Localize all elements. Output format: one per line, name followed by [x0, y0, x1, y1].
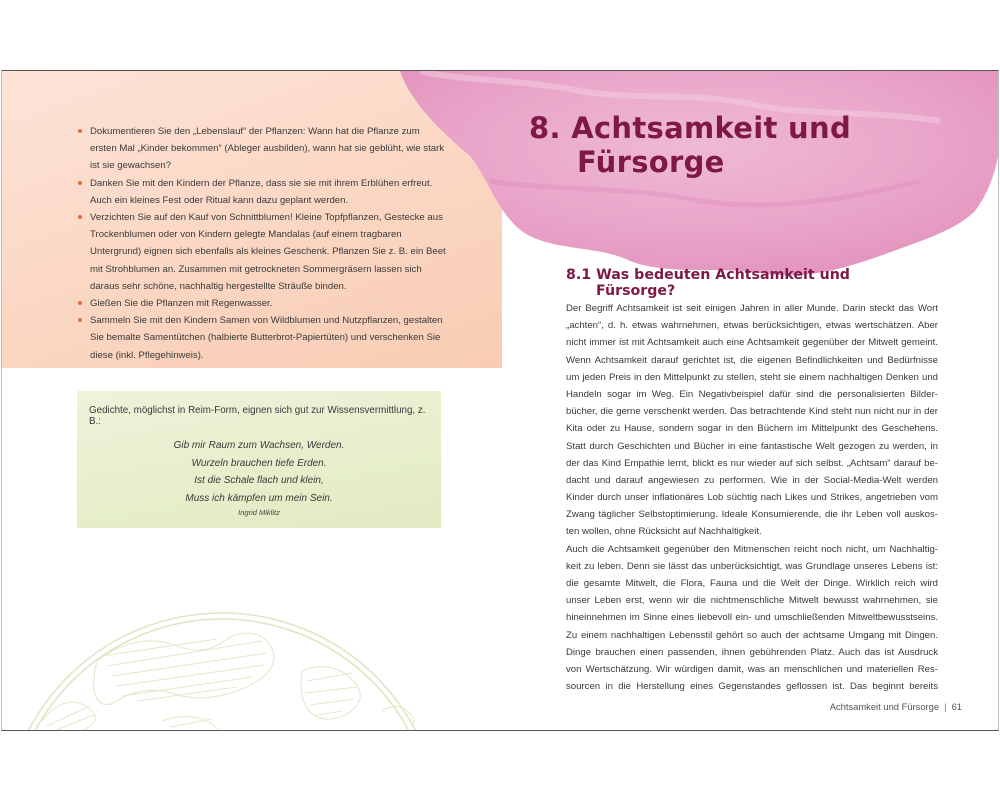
- globe-illustration: [2, 601, 442, 731]
- footer-separator: |: [944, 701, 947, 712]
- page-number: 61: [951, 701, 962, 712]
- list-item: Gießen Sie die Pflanzen mit Regenwasser.: [78, 295, 448, 312]
- activity-bullet-list: [78, 123, 448, 364]
- bullet-icon: [78, 129, 82, 133]
- poem-author: Ingrid Miklitz: [238, 508, 280, 517]
- body-line: um jeden Preis in den Mittelpunkt zu stellen, steht sie einem nachhaltigen Denken und: [566, 371, 938, 383]
- poem-line: Ist die Schale flach und klein,: [194, 475, 324, 487]
- body-line: Wenn Achtsamkeit darauf gerichtet ist, die eigenen Befindlichkeiten und Bedürfnisse: [566, 354, 938, 366]
- body-line: Handeln sogar im Weg. Ein Negativbeispiel dafür sind die personalisierten Bilder-: [566, 388, 938, 400]
- chapter-title-line-1: 8. Achtsamkeit und: [529, 111, 852, 145]
- body-line: keit zu leben. Denn sie lässt das unberücksichtigt, was Grundlage unseres Lebens ist:: [566, 560, 938, 572]
- running-footer: Achtsamkeit und Fürsorge: [829, 701, 940, 712]
- bullet-icon: [78, 318, 82, 322]
- list-item: Sammeln Sie mit den Kindern Samen von Wildblumen und Nutzpflanzen, gestalten Sie bemalte Samentütchen (halbierte Butterbrot-Papiertüten) und verschenken Sie diese (inkl. Pflegehinweis).: [78, 312, 448, 364]
- body-line: bücher, die gerne verschenkt werden. Das betrachtende Kind steht nun nicht nur in der: [566, 406, 938, 418]
- list-item: Danken Sie mit den Kindern der Pflanze, dass sie sie mit ihrem Erblühen erfreut. Auch ein kleines Fest oder Ritual kann dazu geplant werden.: [78, 175, 448, 209]
- page-footer: [822, 701, 962, 712]
- poem-line: Muss ich kämpfen um mein Sein.: [185, 492, 333, 504]
- list-item: Verzichten Sie auf den Kauf von Schnittblumen! Kleine Topfpflanzen, Gestecke aus Trockenblumen oder von Kindern gelegte Mandalas (auf einem tragbaren Untergrund) eignen sich ebenfalls als kleines Geschenk. Pflanzen Sie z. B. ein Beet mit Strohblumen an. Zusammen mit getrockneten Sommergräsern lassen sich daraus sehr schöne, nachhaltig hergestellte Sträuße binden.: [78, 209, 448, 295]
- body-line: Zwang täglicher Selbstoptimierung. Ideale Konsumierende, die ihr Leben voll auskos-: [566, 509, 938, 521]
- chapter-title-line-2: Fürsorge: [577, 145, 725, 179]
- body-line: die gesamte Mitwelt, die Flora, Fauna und die Welt der Dinge. Wirklich reich wird: [566, 578, 938, 589]
- body-line: von Wertschätzung. Wir würdigen damit, was an menschlichen und materiellen Res-: [566, 663, 938, 675]
- poem-intro: Gedichte, möglichst in Reim-Form, eignen sich gut zur Wissensvermittlung, z. B.:: [89, 405, 426, 427]
- body-line: dacht und darauf angewiesen zu performen. Wie in der Social-Media-Welt werden: [566, 474, 938, 486]
- bullet-icon: [78, 301, 82, 305]
- body-line: unser Leben erst, wenn wir die nichtmenschliche Mitwelt bewusst wahrnehmen, sie: [566, 595, 938, 607]
- pink-watercolor-splash: [400, 70, 999, 291]
- section-title: [566, 267, 850, 299]
- body-line: Statt durch Geschichten und Bücher in eine fantastische Welt gezogen zu werden, in: [566, 440, 938, 452]
- body-line: ten wollen, ohne Rücksicht auf Nachhaltigkeit.: [566, 526, 762, 538]
- body-line: Kinder durch unser inflationäres Lob süchtig nach Likes und Strikes, angetrieben vom: [566, 492, 938, 504]
- chapter-title: [529, 111, 851, 179]
- book-spread: [1, 70, 999, 731]
- body-line: nicht immer ist mit Achtsamkeit auch eine Achtsamkeit gegenüber der Mitwelt gemeint.: [566, 337, 938, 349]
- poem-line: Wurzeln brauchen tiefe Erden.: [191, 457, 327, 469]
- body-line: Zu einem nachhaltigen Lebensstil gehört so auch der achtsame Umgang mit Dingen.: [566, 629, 938, 641]
- bullet-icon: [78, 215, 82, 219]
- body-line: Auch die Achtsamkeit gegenüber den Mitmenschen reicht noch nicht, um Nachhaltig-: [566, 543, 938, 555]
- body-line: sourcen in die Herstellung eines Gegenstandes geflossen ist. Das beginnt bereits: [566, 681, 938, 693]
- body-line: hineinnehmen im Sinne eines liebevoll ein- und umschließenden Mitweltbewusstseins.: [566, 612, 938, 624]
- poem: [92, 437, 426, 507]
- body-line: der das Kind Empathie lernt, blickt es nur wieder auf sich selbst. „Achtsam“ darauf be-: [566, 457, 938, 469]
- body-text: [566, 300, 938, 695]
- body-line: „achten“, d. h. etwas wahrnehmen, etwas berücksichtigen, etwas wertschätzen. Aber: [566, 320, 938, 332]
- bullet-icon: [78, 181, 82, 185]
- body-line: Dinge brauchen einen passenden, ihnen gebührenden Platz. Auch das ist Ausdruck: [566, 646, 938, 658]
- section-title-line-1: 8.1 Was bedeuten Achtsamkeit und: [566, 267, 850, 283]
- poem-line: Gib mir Raum zum Wachsen, Werden.: [173, 440, 345, 451]
- body-line: Kita oder zu Hause, sondern sogar in den Büchern im Mittelpunkt des Geschehens.: [566, 423, 938, 435]
- section-title-line-2: Fürsorge?: [596, 283, 676, 299]
- list-item: Dokumentieren Sie den „Lebenslauf“ der Pflanzen: Wann hat die Pflanze zum ersten Mal „Kinder bekommen“ (Ableger ausbilden), wann hat sie geblüht, wie stark ist sie gewachsen?: [78, 123, 448, 175]
- body-line: Der Begriff Achtsamkeit ist seit einigen Jahren in aller Munde. Darin steckt das Wort: [566, 303, 938, 314]
